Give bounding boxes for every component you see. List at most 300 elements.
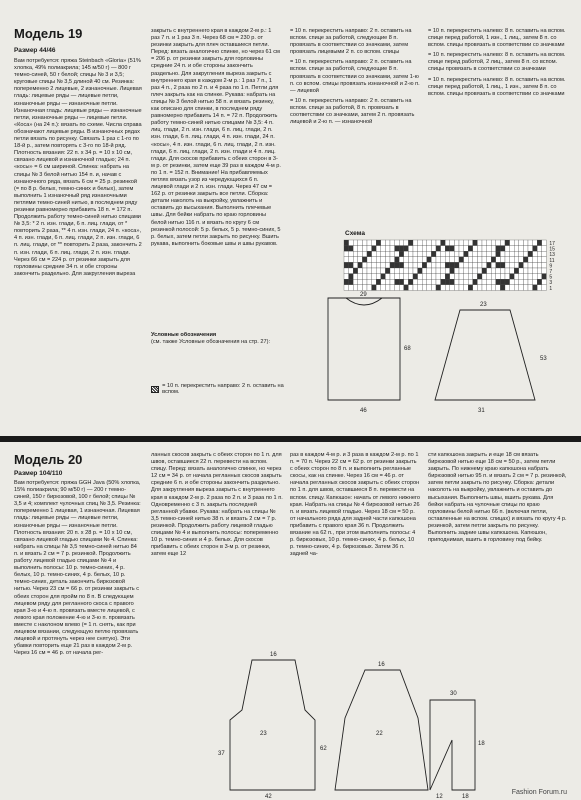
schema-cell — [413, 268, 418, 274]
schema-cell — [399, 274, 404, 280]
schema-cell — [519, 246, 524, 252]
schema-cell — [528, 251, 533, 257]
dim-22: 22 — [376, 731, 383, 737]
schema-cell — [399, 268, 404, 274]
hood-piece-outline — [430, 700, 475, 790]
schema-cell — [477, 262, 482, 268]
schema-cell — [358, 246, 363, 252]
schema-cell — [376, 268, 381, 274]
schema-cell — [542, 251, 547, 257]
schema-cell — [441, 279, 446, 285]
schema-cell — [491, 246, 496, 252]
footer-watermark: Fashion Forum.ru — [511, 789, 567, 796]
schema-cell — [358, 274, 363, 280]
schema-cell — [385, 268, 390, 274]
schema-cell — [344, 257, 349, 263]
schema-cell — [487, 274, 492, 280]
schema-cell — [390, 274, 395, 280]
schema-cell — [445, 240, 450, 246]
schema-cell — [514, 262, 519, 268]
schema-cell — [395, 262, 400, 268]
schema-cell — [372, 257, 377, 263]
schema-cell — [367, 240, 372, 246]
schema-cell — [395, 279, 400, 285]
schema-cell — [542, 268, 547, 274]
schema-cell — [418, 268, 423, 274]
section-divider — [0, 436, 581, 442]
schema-cell — [353, 240, 358, 246]
schema-cell — [468, 246, 473, 252]
schema-cell — [505, 274, 510, 280]
schema-cell — [404, 246, 409, 252]
schema-cell — [450, 251, 455, 257]
schema-cell — [491, 279, 496, 285]
schema-cell — [533, 251, 538, 257]
schema-cell — [431, 251, 436, 257]
schema-cell — [450, 240, 455, 246]
schema-cell — [468, 279, 473, 285]
schema-cell — [454, 257, 459, 263]
model20-text-col2 — [151, 452, 283, 632]
schema-cell — [418, 262, 423, 268]
schema-cell — [362, 262, 367, 268]
schema-cell — [514, 257, 519, 263]
schema-cell — [473, 257, 478, 263]
schema-cell — [362, 274, 367, 280]
schema-cell — [422, 274, 427, 280]
schema-cell — [496, 262, 501, 268]
model19-text-col2 — [151, 28, 281, 328]
schema-cell — [491, 257, 496, 263]
model19-legend-title: Условные обозначения — [151, 332, 217, 338]
schema-cell — [431, 268, 436, 274]
dim-37: 37 — [218, 751, 225, 757]
schema-cell — [491, 240, 496, 246]
schema-cell — [367, 268, 372, 274]
schema-label: Схема — [345, 230, 366, 237]
schema-cell — [496, 251, 501, 257]
schema-cell — [399, 240, 404, 246]
schema-cell — [528, 268, 533, 274]
schema-cell — [500, 246, 505, 252]
schema-cell — [422, 246, 427, 252]
schema-cell — [404, 240, 409, 246]
schema-cell — [353, 257, 358, 263]
schema-cell — [431, 274, 436, 280]
schema-cell — [376, 240, 381, 246]
schema-cell — [482, 279, 487, 285]
schema-cell — [542, 240, 547, 246]
schema-cell — [533, 246, 538, 252]
model20-text-col4 — [428, 452, 568, 632]
schema-cell — [510, 262, 515, 268]
schema-cell — [367, 246, 372, 252]
schema-cell — [464, 240, 469, 246]
schema-cell — [367, 274, 372, 280]
model19-legend-item-4: = 10 п. перекрестить налево: 8 п. оставить на вспом. спице перед работой, 2 лиц., затем 8 п. со вспом. спицы провязать в соответствии со значками — [428, 52, 566, 73]
schema-cell — [473, 262, 478, 268]
model19-text-col1 — [14, 58, 142, 400]
schema-cell — [372, 274, 377, 280]
schema-cell — [367, 279, 372, 285]
schema-cell — [436, 262, 441, 268]
schema-cell — [353, 268, 358, 274]
schema-cell — [441, 268, 446, 274]
schema-cell — [358, 240, 363, 246]
schema-cell — [344, 268, 349, 274]
dim-12: 12 — [436, 794, 443, 800]
schema-cell — [399, 262, 404, 268]
schema-cell — [464, 262, 469, 268]
schema-cell — [381, 262, 386, 268]
schema-cell — [353, 274, 358, 280]
schema-cell — [514, 240, 519, 246]
schema-cell — [358, 279, 363, 285]
schema-cell — [408, 246, 413, 252]
schema-cell — [510, 257, 515, 263]
schema-cell — [367, 262, 372, 268]
schema-cell — [473, 240, 478, 246]
schema-cell — [500, 257, 505, 263]
schema-cell — [505, 279, 510, 285]
schema-cell — [441, 274, 446, 280]
schema-cell — [500, 240, 505, 246]
schema-cell — [385, 274, 390, 280]
dim-62: 62 — [320, 746, 327, 752]
schema-cell — [500, 262, 505, 268]
schema-cell — [372, 262, 377, 268]
schema-cell — [427, 268, 432, 274]
model20-text-col3 — [290, 452, 420, 632]
schema-cell — [376, 251, 381, 257]
schema-cell — [477, 268, 482, 274]
schema-cell — [500, 268, 505, 274]
schema-cell — [349, 240, 354, 246]
schema-cell — [514, 279, 519, 285]
schema-cell — [376, 274, 381, 280]
schema-cell — [528, 257, 533, 263]
schema-cell — [491, 262, 496, 268]
schema-cell — [459, 240, 464, 246]
schema-cell — [362, 268, 367, 274]
schema-cell — [482, 268, 487, 274]
schema-cell — [399, 251, 404, 257]
schema-cell — [464, 268, 469, 274]
schema-cell — [487, 240, 492, 246]
schema-cell — [542, 262, 547, 268]
schema-cell — [395, 240, 400, 246]
schema-cell — [344, 262, 349, 268]
schema-cell — [487, 251, 492, 257]
schema-cell — [468, 251, 473, 257]
schema-cell — [537, 279, 542, 285]
schema-cell — [367, 251, 372, 257]
dim-23: 23 — [480, 302, 487, 308]
schema-cell — [487, 262, 492, 268]
schema-cell — [427, 251, 432, 257]
model19-legend-col4 — [428, 28, 568, 198]
schema-cell — [431, 240, 436, 246]
schema-cell — [514, 251, 519, 257]
schema-cell — [390, 257, 395, 263]
schema-row-number: 11 — [549, 257, 555, 264]
schema-cell — [459, 257, 464, 263]
schema-row-number: 5 — [549, 274, 553, 281]
schema-cell — [404, 279, 409, 285]
schema-cell — [431, 246, 436, 252]
schema-cell — [362, 279, 367, 285]
schema-cell — [358, 257, 363, 263]
schema-cell — [418, 257, 423, 263]
schema-cell — [477, 257, 482, 263]
model20-col3-text: раз в каждом 4-м р. и 3 раза в каждом 2-м р. по 1 п. = 70 п. Через 22 см = 62 р. от резинки закрыть с обеих сторон по 8 п. и выполнить регланные скосы, как на спинке. Через 16 см = 46 р. от начала регланных скосов закрыть с обеих сторон по 1 п. для швов, оставшиеся 8 п. перевести на вспом. спицу. Капюшон: начать от левого нижнего края. Набрать на спицы № 4 бирюзовой нитью 26 п. и вязать лицевой гладью. Через 18 см = 50 р. от начального ряда для задней части капюшона прибавить с правого края 36 п. Продолжить вязание на 62 п., при этом выполнить полосы: 4 р. бирюзовых, 10 р. темно-синих, 4 р. белых, 10 р. темно-синих, 4 р. бирюзовых. Затем 36 п. задней ча- — [290, 452, 420, 558]
schema-cell — [454, 251, 459, 257]
schema-cell — [523, 240, 528, 246]
schema-cell — [542, 279, 547, 285]
model19-bottom-legend-row — [151, 383, 286, 395]
model19-legend-item-2: = 10 п. перекрестить направо: 2 п. оставить на вспом. спице за работой, следующие 8 п. провязать в соответствии со значками, затем 1-ю п. со вспом. спицы провязать изнаночной и 2-ю п. — лицевой — [290, 59, 420, 94]
schema-cell — [533, 274, 538, 280]
schema-cell — [404, 262, 409, 268]
schema-cell — [528, 262, 533, 268]
schema-cell — [523, 268, 528, 274]
schema-cell — [441, 246, 446, 252]
schema-cell — [459, 274, 464, 280]
schema-cell — [399, 279, 404, 285]
schema-cell — [376, 257, 381, 263]
schema-cell — [473, 251, 478, 257]
schema-cell — [542, 246, 547, 252]
schema-cell — [519, 251, 524, 257]
schema-cell — [408, 251, 413, 257]
schema-cell — [505, 257, 510, 263]
schema-cell — [344, 274, 349, 280]
schema-cell — [413, 274, 418, 280]
model20-size: Размер 104/110 — [14, 470, 63, 477]
schema-cell — [537, 262, 542, 268]
schema-cell — [395, 257, 400, 263]
schema-cell — [390, 262, 395, 268]
schema-cell — [533, 268, 538, 274]
schema-cell — [487, 246, 492, 252]
schema-cell — [418, 274, 423, 280]
schema-cell — [390, 246, 395, 252]
schema-cell — [372, 279, 377, 285]
schema-cell — [505, 262, 510, 268]
schema-cell — [496, 279, 501, 285]
schema-cell — [500, 279, 505, 285]
schema-cell — [487, 279, 492, 285]
cross-right-symbol-icon — [151, 386, 159, 393]
schema-cell — [349, 279, 354, 285]
schema-cell — [431, 257, 436, 263]
neckline-curve — [346, 298, 382, 305]
schema-cell — [395, 268, 400, 274]
schema-cell — [491, 274, 496, 280]
schema-cell — [487, 257, 492, 263]
schema-cell — [376, 246, 381, 252]
schema-cell — [496, 240, 501, 246]
schema-cell — [468, 257, 473, 263]
schema-cell — [459, 279, 464, 285]
schema-cell — [459, 262, 464, 268]
schema-cell — [436, 274, 441, 280]
schema-cell — [473, 274, 478, 280]
schema-cell — [514, 274, 519, 280]
schema-cell — [404, 257, 409, 263]
schema-cell — [362, 251, 367, 257]
dim-46: 46 — [360, 408, 367, 414]
schema-cell — [505, 268, 510, 274]
schema-cell — [395, 274, 400, 280]
schema-cell — [491, 268, 496, 274]
schema-cell — [418, 240, 423, 246]
schema-cell — [473, 246, 478, 252]
schema-cell — [464, 251, 469, 257]
schema-cell — [436, 257, 441, 263]
schema-cell — [372, 251, 377, 257]
dim-18a: 18 — [478, 741, 485, 747]
schema-cell — [510, 274, 515, 280]
schema-cell — [413, 240, 418, 246]
knitting-schema — [340, 238, 570, 298]
schema-cell — [505, 251, 510, 257]
schema-cell — [413, 279, 418, 285]
model20-col4-text: сти капюшона закрыть и еще 18 см вязать бирюзовой нитью еще 18 см = 50 р., затем петли закрыть. По нижнему краю капюшона набрать бирюзовой нитью 95 п. и вязать 2 см = 7 р. резинкой, затем петли закрыть по рисунку. Сборка: детали наколоть на выкройку, увлажнить и оставить до высыхания. Выполнить швы, вшить рукава. Для бейки набрать на чулочные спицы по краю горловины белой нитью 66 п. (включая петли, оставленные на вспом. спицах) и вязать по кругу 4 р. резинкой, затем петли закрыть по рисунку. Выполнить задние швы капюшона. Капюшон, приподнимая, вшить в горловину под бейку. — [428, 452, 567, 544]
schema-cell — [514, 268, 519, 274]
schema-cell — [422, 268, 427, 274]
model19-title: Модель 19 — [14, 26, 83, 41]
schema-cell — [372, 268, 377, 274]
schema-cell — [372, 240, 377, 246]
dim-16a: 16 — [270, 652, 277, 658]
schema-cell — [418, 246, 423, 252]
schema-cell — [418, 251, 423, 257]
schema-cell — [533, 240, 538, 246]
schema-cell — [349, 257, 354, 263]
schema-cell — [510, 251, 515, 257]
schema-cell — [510, 240, 515, 246]
schema-cell — [427, 262, 432, 268]
schema-cell — [542, 274, 547, 280]
schema-cell — [533, 279, 538, 285]
schema-cell — [528, 274, 533, 280]
back-piece-outline — [328, 298, 400, 400]
model20-col2-text: ланных скосов закрыть с обеих сторон по 1 п. для швов, оставшиеся 22 п. перевести на вспом. спицу. Перед: вязать аналогично спинке, но через 12 см = 34 р. от начала регланных скосов закрыть средние 6 п. и обе стороны закончить раздельно. Для закругления выреза закрыть с внутреннего края в каждом 2-м р. 2 раза по 2 п. и 3 раза по 1 п. Одновременно с 3 п. закрыть последней регланной убавки. Рукава: набрать на спицы № 3,5 темно-синей нитью 38 п. и вязать 2 см = 7 р. резинкой. Продолжить работу лицевой гладью спицами № 4 и выполнить полосы: попеременно 10 р. темно-синих и 4 р. белых. Для скосов прибавить с обеих сторон в 3-м р. от резинки, затем еще 12 — [151, 452, 283, 558]
schema-cell — [537, 240, 542, 246]
model19-legend-item-6: = 10 п. перекрестить налево: 8 п. оставить на вспом. спице перед работой, 1 лиц., 1 изн., затем 8 п. со вспом. спицы провязать в соответствии со значками — [428, 76, 566, 97]
schema-cell — [468, 262, 473, 268]
schema-row-number: 15 — [549, 246, 555, 253]
schema-cell — [436, 240, 441, 246]
model19-size: Размер 44/46 — [14, 47, 56, 54]
dim-16b: 16 — [378, 662, 385, 668]
schema-cell — [528, 246, 533, 252]
schema-cell — [362, 257, 367, 263]
schema-cell — [399, 246, 404, 252]
schema-cell — [482, 240, 487, 246]
schema-cell — [404, 274, 409, 280]
schema-cell — [385, 246, 390, 252]
schema-cell — [523, 257, 528, 263]
schema-cell — [385, 262, 390, 268]
dim-31: 31 — [478, 408, 485, 414]
schema-cell — [413, 246, 418, 252]
schema-cell — [519, 274, 524, 280]
schema-cell — [399, 257, 404, 263]
schema-cell — [519, 240, 524, 246]
schema-cell — [422, 251, 427, 257]
schema-cell — [362, 240, 367, 246]
schema-cell — [358, 251, 363, 257]
schema-cell — [413, 251, 418, 257]
schema-cell — [477, 279, 482, 285]
schema-cell — [523, 262, 528, 268]
schema-cell — [408, 240, 413, 246]
schema-cell — [537, 251, 542, 257]
sleeve-outline — [435, 310, 535, 400]
schema-cell — [459, 251, 464, 257]
schema-cell — [445, 268, 450, 274]
schema-cell — [385, 240, 390, 246]
schema-cell — [385, 257, 390, 263]
schema-cell — [422, 240, 427, 246]
schema-cell — [464, 257, 469, 263]
schema-cell — [408, 268, 413, 274]
schema-cell — [436, 246, 441, 252]
schema-cell — [450, 268, 455, 274]
schema-cell — [376, 262, 381, 268]
dim-23: 23 — [260, 731, 267, 737]
schema-cell — [390, 268, 395, 274]
model19-bottom-legend-text: = 10 п. перекрестить направо: 2 п. оставить на вспом. — [162, 383, 284, 395]
schema-cell — [381, 274, 386, 280]
schema-cell — [473, 279, 478, 285]
schema-cell — [464, 274, 469, 280]
schema-cell — [445, 262, 450, 268]
schema-cell — [344, 251, 349, 257]
model19-pattern-diagram — [300, 290, 570, 425]
dim-18b: 18 — [462, 794, 469, 800]
model19-legend-item-3: = 10 п. перекрестить налево: 8 п. оставить на вспом. спице перед работой, 1 изн., 1 лиц., затем 8 п. со вспом. спицы провязать в соответствии со значками — [428, 28, 566, 49]
model19-col2-text: закрыть с внутреннего края в каждом 2-м р.: 1 раз 7 п. и 1 раз 3 п. Через 68 см = 230 р. от резинки закрыть для плеч оставшиеся петли. Перед: вязать аналогично спинке, но через 61 см = 206 р. от резинки закрыть для горловины средние 24 п. и обе стороны закончить раздельно. Для закругления выреза закрыть с внутреннего края в каждом 2-м р.: 1 раз 7 п., 1 раз 4 п., 2 раза по 2 п. и 4 раза по 1 п. Петли для плеч закрыть как на спинке. Рукава: набрать на спицы № 3 белой нитью 58 п. и вязать резинку, как описано для спинки, в последнем ряду равномерно прибавить 14 п. = 72 п. Продолжить работу темно-синей нитью спицами № 3,5: 4 п. лиц. глади, 2 п. изн. глади, 6 п. лиц. глади, 2 п. изн. глади, 6 п. лиц. глади, 4 п. изн. глади, 24 п. «косы», 4 п. изн. глади, 6 п. лиц. глади, 2 п. изн. глади, 6 п. лиц. глади, 2 п. изн. глади и 4 п. лиц. глади. Для скосов прибавить с обеих сторон в 3-м р. от резинки, затем еще 39 раз в каждом 4-м р. по 1 п. = 152 п. Внимание! На прибавляемых петлях вязать узор из чередующихся 6 п. лицевой глади и 2 п. изн. глади. Через 47 см = 162 р. от резинки закрыть все петли. Сборка: детали наколоть на выкройку, увлажнить и оставить до высыхания. Выполнить плечевые швы. Для бейки набрать по краю горловины белой нитью 116 п. и вязать по кругу 6 см резинкой полосой: 5 р. белых, 5 р. темно-синих, 5 р. белых, затем петли закрыть по рисунку. Вшить рукава, выполнить боковые швы и швы рукавов. — [151, 28, 281, 247]
schema-cell — [422, 279, 427, 285]
schema-cell — [381, 246, 386, 252]
schema-cell — [523, 251, 528, 257]
schema-cell — [491, 251, 496, 257]
schema-cell — [436, 251, 441, 257]
schema-row-number: 17 — [549, 241, 555, 247]
schema-cell — [358, 268, 363, 274]
schema-cell — [510, 246, 515, 252]
schema-cell — [464, 246, 469, 252]
schema-cell — [436, 268, 441, 274]
schema-cell — [427, 274, 432, 280]
schema-cell — [344, 240, 349, 246]
model20-text-col1 — [14, 480, 142, 798]
schema-cell — [450, 262, 455, 268]
schema-cell — [441, 251, 446, 257]
schema-cell — [519, 257, 524, 263]
schema-row-number: 9 — [549, 263, 553, 270]
schema-cell — [482, 257, 487, 263]
front-piece-outline — [230, 660, 315, 790]
schema-cell — [454, 274, 459, 280]
schema-cell — [427, 240, 432, 246]
schema-cell — [505, 240, 510, 246]
schema-cell — [408, 262, 413, 268]
schema-cell — [358, 262, 363, 268]
